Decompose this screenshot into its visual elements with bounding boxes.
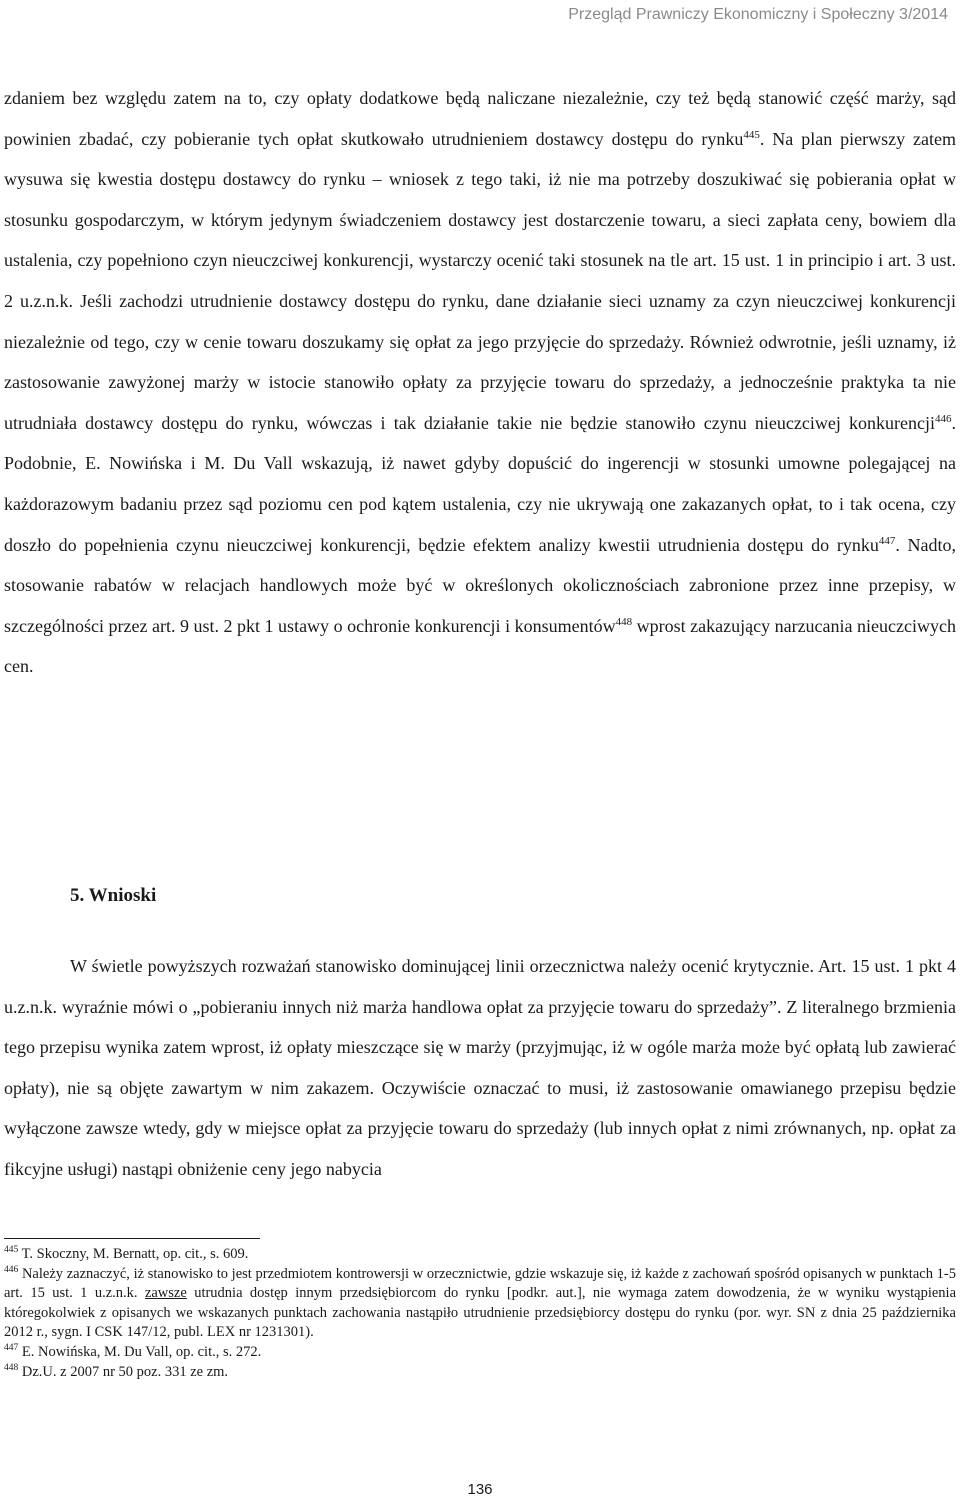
indent (4, 956, 70, 976)
running-header: Przegląd Prawniczy Ekonomiczny i Społeczny 3/2014 (568, 6, 948, 23)
footnote-ref-448[interactable]: 448 (615, 615, 633, 628)
footnote-ref-447[interactable]: 447 (878, 534, 896, 547)
page-number: 136 (467, 1481, 493, 1498)
text-run: zdaniem bez względu zatem na to, czy opłaty dodatkowe będą naliczane niezależnie, czy też będą stanowić część marży, sąd powinien zbadać, czy pobieranie tych opłat skutkowało utrudnieniem dostawcy dostępu do rynku (4, 88, 956, 149)
text-run: W świetle powyższych rozważań stanowisko dominującej linii orzecznictwa należy ocenić krytycznie. Art. 15 ust. 1 pkt 4 u.z.n.k. wyraźnie mówi o „pobieraniu innych niż marża handlowa opłat za przyjęcie towaru do sprzedaży”. Z literalnego brzmienia tego przepisu wynika zatem wprost, iż opłaty mieszczące się w marży (przyjmując, iż w ogóle marża może być opłatą lub zawierać opłaty), nie są objęte zawartym w nim zakazem. Oczywiście oznaczać to musi, iż zastosowanie omawianego przepisu będzie wyłączone zawsze wtedy, gdy w miejsce opłat za przyjęcie towaru do sprzedaży (lub innych opłat z nimi zrównanych, np. opłat za fikcyjne usługi) nastąpi obniżenie ceny jego nabycia (4, 956, 956, 1179)
text-run: . Na plan pierwszy zatem wysuwa się kwestia dostępu dostawcy do rynku – wniosek z tego taki, iż nie ma potrzeby doszukiwać się pobierania opłat w stosunku gospodarczym, w którym jedynym świadczeniem dostawcy jest dostarczenie towaru, a sieci zapłata ceny, bowiem dla ustalenia, czy popełniono czyn nieuczciwej konkurencji, wystarczy ocenić taki stosunek na tle art. 15 ust. 1 in principio i art. 3 ust. 2 u.z.n.k. Jeśli zachodzi utrudnienie dostawcy dostępu do rynku, dane działanie sieci uznamy za czyn nieuczciwej konkurencji niezależnie od tego, czy w cenie towaru doszukamy się opłat za jego przyjęcie do sprzedaży. Również odwrotnie, jeśli uznamy, iż zastosowanie zawyżonej marży w istocie stanowiło opłaty za przyjęcie towaru do sprzedaży, a jednocześnie praktyka ta nie utrudniała dostawcy dostępu do rynku, wówczas i tak działanie takie nie będzie stanowiło czynu nieuczciwej konkurencji (4, 128, 956, 433)
conclusions-paragraph (4, 928, 956, 1208)
footnote-ref-446[interactable]: 446 (935, 412, 952, 425)
underlined-word: zawsze (144, 1285, 187, 1302)
footnote-text: T. Skoczny, M. Bernatt, op. cit., s. 609. (18, 1246, 249, 1262)
footnote-448 (4, 1363, 956, 1383)
footnote-number: 448 (4, 1362, 19, 1373)
footnote-separator (4, 1238, 260, 1239)
text-run: . Nadto, stosowanie rabatów w relacjach handlowych może być w określonych okolicznościach zabronione przez inne przepisy, w szczególności przez art. 9 ust. 2 pkt 1 ustawy o ochronie konkurencji i konsumentów (4, 534, 956, 636)
footnote-ref-445[interactable]: 445 (743, 128, 760, 141)
footnote-445 (4, 1245, 956, 1265)
text-run: wprost zakazujący narzucania nieuczciwych cen. (4, 615, 956, 677)
text-run: . Podobnie, E. Nowińska i M. Du Vall wskazują, iż nawet gdyby dopuścić do ingerencji w stosunki umowne polegającej na każdorazowym badaniu przez sąd poziomu cen pod kątem ustalenia, czy nie ukrywają one zakazanych opłat, to i tak ocena, czy doszło do popełnienia czynu nieuczciwej konkurencji, będzie efektem analizy kwestii utrudnienia dostępu do rynku (4, 412, 956, 555)
footnote-number: 445 (4, 1245, 19, 1256)
footnote-text: Należy zaznaczyć, iż stanowisko to jest przedmiotem kontrowersji w orzecznictwie, gdzie wskazuje się, iż każde z zachowań spośród opisanych w punktach 1-5 art. 15 ust. 1 u.z.n.k. (4, 1265, 956, 1302)
footnote-number: 446 (4, 1264, 19, 1275)
footnote-text: Dz.U. z 2007 nr 50 poz. 331 ze zm. (18, 1363, 229, 1380)
section-heading: 5. Wnioski (70, 885, 157, 906)
footnote-text: E. Nowińska, M. Du Vall, op. cit., s. 272. (18, 1343, 262, 1360)
footnote-text: utrudnia dostęp innym przedsiębiorcom do rynku [podkr. aut.], nie wymaga zatem dowodzenia, że w wyniku wystąpienia któregokolwiek z opisanych we wskazanych punktach zachowania nastąpiło utrudnienie przedsiębiorcy dostępu do rynku (por. wyr. SN z dnia 25 października 2012 r., sygn. I CSK 147/12, publ. LEX nr 1231301). (4, 1285, 956, 1341)
footnotes (4, 1245, 956, 1382)
footnote-446 (4, 1265, 956, 1343)
main-paragraph (4, 78, 956, 687)
footnote-number: 447 (4, 1343, 19, 1354)
footnote-447 (4, 1343, 956, 1363)
